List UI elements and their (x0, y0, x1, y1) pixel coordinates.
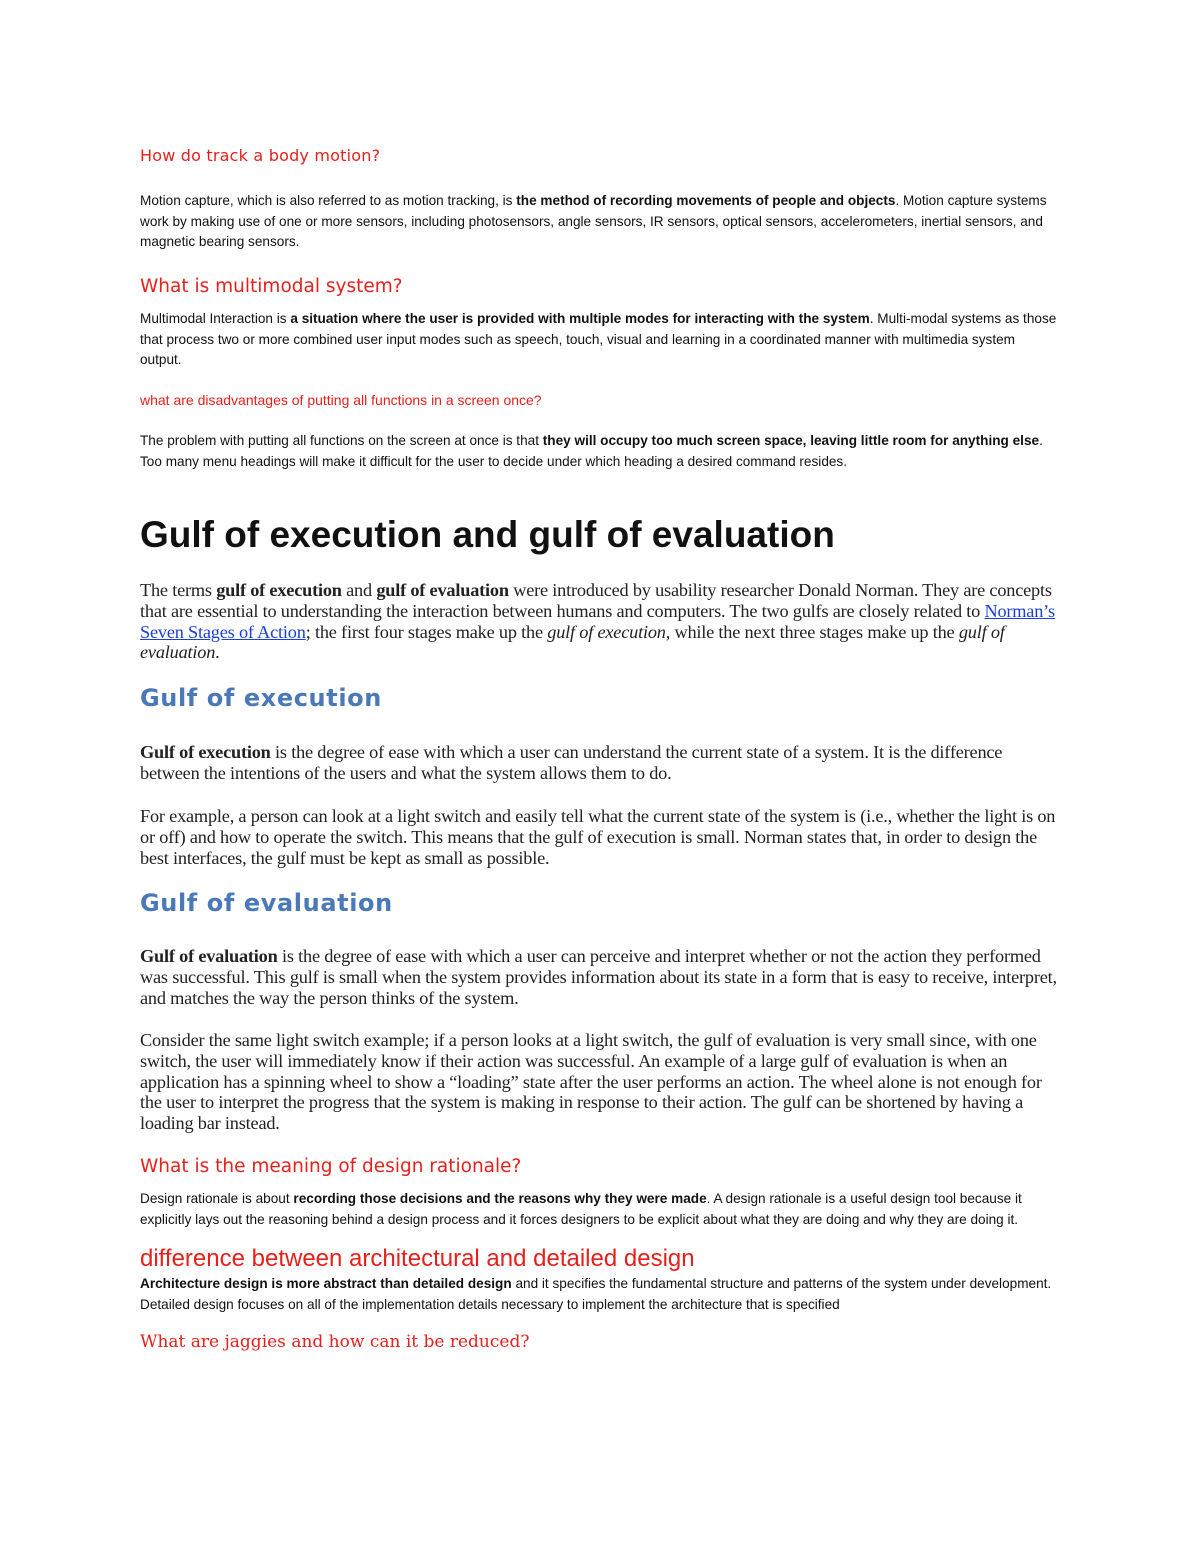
question-jaggies: What are jaggies and how can it be reduced? (140, 1332, 530, 1352)
page-title: Gulf of execution and gulf of evaluation (140, 514, 835, 555)
execution-paragraph-1: Gulf of execution is the degree of ease with which a user can understand the current state of a system. It is the difference between the intentions of the users and what the system allows them to do. (140, 742, 1003, 783)
answer-multimodal: Multimodal Interaction is a situation where the user is provided with multiple modes for interacting with the system. Multi-modal systems as those that process two or more combined user input modes such as speech, touch, visual and learning in a coordinated manner with multimedia system output. (140, 311, 1057, 367)
heading-gulf-of-evaluation: Gulf of evaluation (140, 889, 393, 917)
execution-paragraph-2: For example, a person can look at a light switch and easily tell what the current state of the system is (i.e., whether the light is on or off) and how to operate the switch. This means that the gulf of execution is small. Norman states that, in order to design the best interfaces, the gulf must be kept as small as possible. (140, 806, 1056, 868)
heading-gulf-of-execution: Gulf of execution (140, 684, 382, 712)
answer-design-rationale: Design rationale is about recording those decisions and the reasons why they were made. A design rationale is a useful design tool because it explicitly lays out the reasoning behind a design process and it forces designers to be explicit about what they are doing and why they are doing it. (140, 1191, 1022, 1227)
gulf-intro: The terms gulf of execution and gulf of evaluation were introduced by usability researcher Donald Norman. They are concepts that are essential to understanding the interaction between humans and computers. The two gulfs are closely related to Norman’s Seven Stages of Action; the first four stages make up the gulf of execution, while the next three stages make up the gulf of evaluation. (140, 580, 1055, 663)
answer-motion-tracking: Motion capture, which is also referred to as motion tracking, is the method of recording movements of people and objects. Motion capture systems work by making use of one or more sensors, including photosensors, angle sensors, IR sensors, optical sensors, accelerometers, inertial sensors, and magnetic bearing sensors. (140, 193, 1047, 249)
evaluation-paragraph-1: Gulf of evaluation is the degree of ease with which a user can perceive and interpret whether or not the action they performed was successful. This gulf is small when the system provides information about its state in a form that is easy to receive, interpret, and matches the way the person thinks of the system. (140, 946, 1057, 1008)
norman-stages-link[interactable]: Norman’s Seven Stages of Action (140, 600, 1055, 642)
answer-all-functions: The problem with putting all functions on the screen at once is that they will occupy too much screen space, leaving little room for anything else. Too many menu headings will make it difficult for the user to decide under which heading a desired command resides. (140, 433, 1043, 469)
answer-architectural-detailed: Architecture design is more abstract than detailed design and it specifies the fundamental structure and patterns of the system under development. Detailed design focuses on all of the implementation details necessary to implement the architecture that is specified (140, 1276, 1052, 1312)
question-multimodal: What is multimodal system? (140, 276, 403, 297)
question-motion-tracking: How do track a body motion? (140, 146, 381, 165)
question-all-functions: what are disadvantages of putting all functions in a screen once? (140, 392, 542, 408)
question-design-rationale: What is the meaning of design rationale? (140, 1156, 522, 1177)
evaluation-paragraph-2: Consider the same light switch example; if a person looks at a light switch, the gulf of evaluation is very small since, with one switch, the user will immediately know if their action was successful. An example of a large gulf of evaluation is when an application has a spinning wheel to show a “loading” state after the user performs an action. The wheel alone is not enough for the user to interpret the progress that the system is making in response to their action. The gulf can be shortened by having a loading bar instead. (140, 1030, 1042, 1134)
question-architectural-detailed: difference between architectural and detailed design (140, 1245, 695, 1272)
